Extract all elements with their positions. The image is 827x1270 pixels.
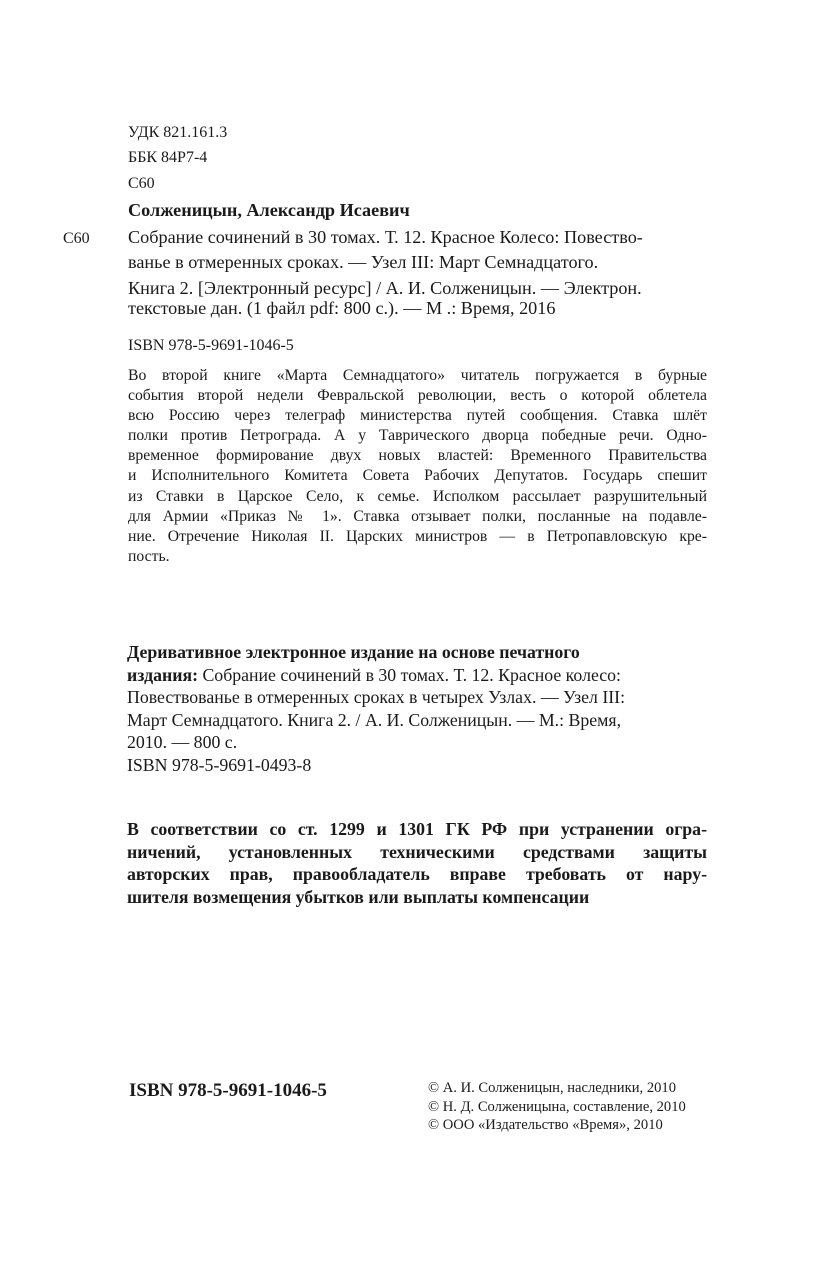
bbk-code: ББК 84Р7-4 — [128, 149, 208, 166]
annotation-line: и Исполнительного Комитета Совета Рабочих Депутатов. Государь спешит — [128, 467, 707, 485]
title-line-1: Собрание сочинений в 30 томах. Т. 12. Красное Колесо: Повество- — [128, 227, 643, 247]
annotation-line: пость. — [128, 547, 170, 565]
annotation-line: для Армии «Приказ № 1». Ставка отзывает полки, посланные на подавле- — [128, 507, 707, 525]
derivative-line: Март Семнадцатого. Книга 2. / А. И. Солженицын. — М.: Время, — [127, 709, 622, 730]
annotation-line: ние. Отречение Николая II. Царских министров — в Петропавловскую кре- — [128, 527, 707, 545]
derivative-heading-end: издания: — [127, 664, 198, 685]
legal-line: В соответствии со ст. 1299 и 1301 ГК РФ при устранении огра- — [127, 819, 707, 839]
imprint-line-2: текстовые дан. (1 файл pdf: 800 с.). — М .: Время, 2016 — [128, 298, 556, 318]
footer-isbn: ISBN 978-5-9691-1046-5 — [129, 1080, 327, 1101]
legal-line: авторских прав, правообладатель вправе требовать от нару- — [127, 864, 707, 885]
author-name: Солженицын, Александр Исаевич — [128, 200, 410, 220]
derivative-edition-note — [127, 641, 707, 777]
legal-line: шителя возмещения убытков или выплаты компенсации — [127, 886, 590, 907]
copyright-block — [428, 1079, 686, 1135]
imprint-line-1: Книга 2. [Электронный ресурс] / А. И. Солженицын. — Электрон. — [128, 278, 642, 298]
annotation-line: всю Россию через телеграф министерства путей сообщения. Ставка шлёт — [128, 407, 707, 425]
derivative-line: Собрание сочинений в 30 томах. Т. 12. Красное колесо: — [198, 664, 621, 685]
copyright-line: © Н. Д. Солженицына, составление, 2010 — [428, 1098, 686, 1115]
annotation-line: полки против Петрограда. А у Таврического дворца победные речи. Одно- — [128, 427, 707, 445]
copyright-line: © ООО «Издательство «Время», 2010 — [428, 1117, 663, 1134]
margin-author-sign: С60 — [63, 230, 90, 247]
title-line-2: ванье в отмеренных сроках. — Узел III: Март Семнадцатого. — [128, 252, 599, 272]
derivative-line: Повествованье в отмеренных сроках в четырех Узлах. — Узел III: — [127, 687, 626, 708]
derivative-heading: Деривативное электронное издание на основе печатного — [127, 642, 580, 662]
annotation — [128, 366, 707, 567]
annotation-line: из Ставки в Царское Село, к семье. Исполком рассылает разрушительный — [128, 487, 707, 505]
annotation-line: временное формирование двух новых властей: Временного Правительства — [128, 447, 707, 465]
derivative-isbn: ISBN 978-5-9691-0493-8 — [127, 754, 312, 775]
copyright-line: © А. И. Солженицын, наследники, 2010 — [428, 1080, 677, 1096]
legal-notice — [127, 818, 707, 908]
derivative-line: 2010. — 800 с. — [127, 732, 238, 753]
legal-line: ничений, установленных техническими средствами защиты — [127, 841, 707, 862]
author-sign: С60 — [128, 175, 155, 192]
entry-isbn: ISBN 978-5-9691-1046-5 — [128, 337, 294, 354]
udk-code: УДК 821.161.3 — [128, 124, 228, 141]
annotation-line: Во второй книге «Марта Семнадцатого» читатель погружается в бурные — [128, 367, 707, 384]
annotation-line: события второй недели Февральской революции, весть о которой облетела — [128, 387, 707, 405]
